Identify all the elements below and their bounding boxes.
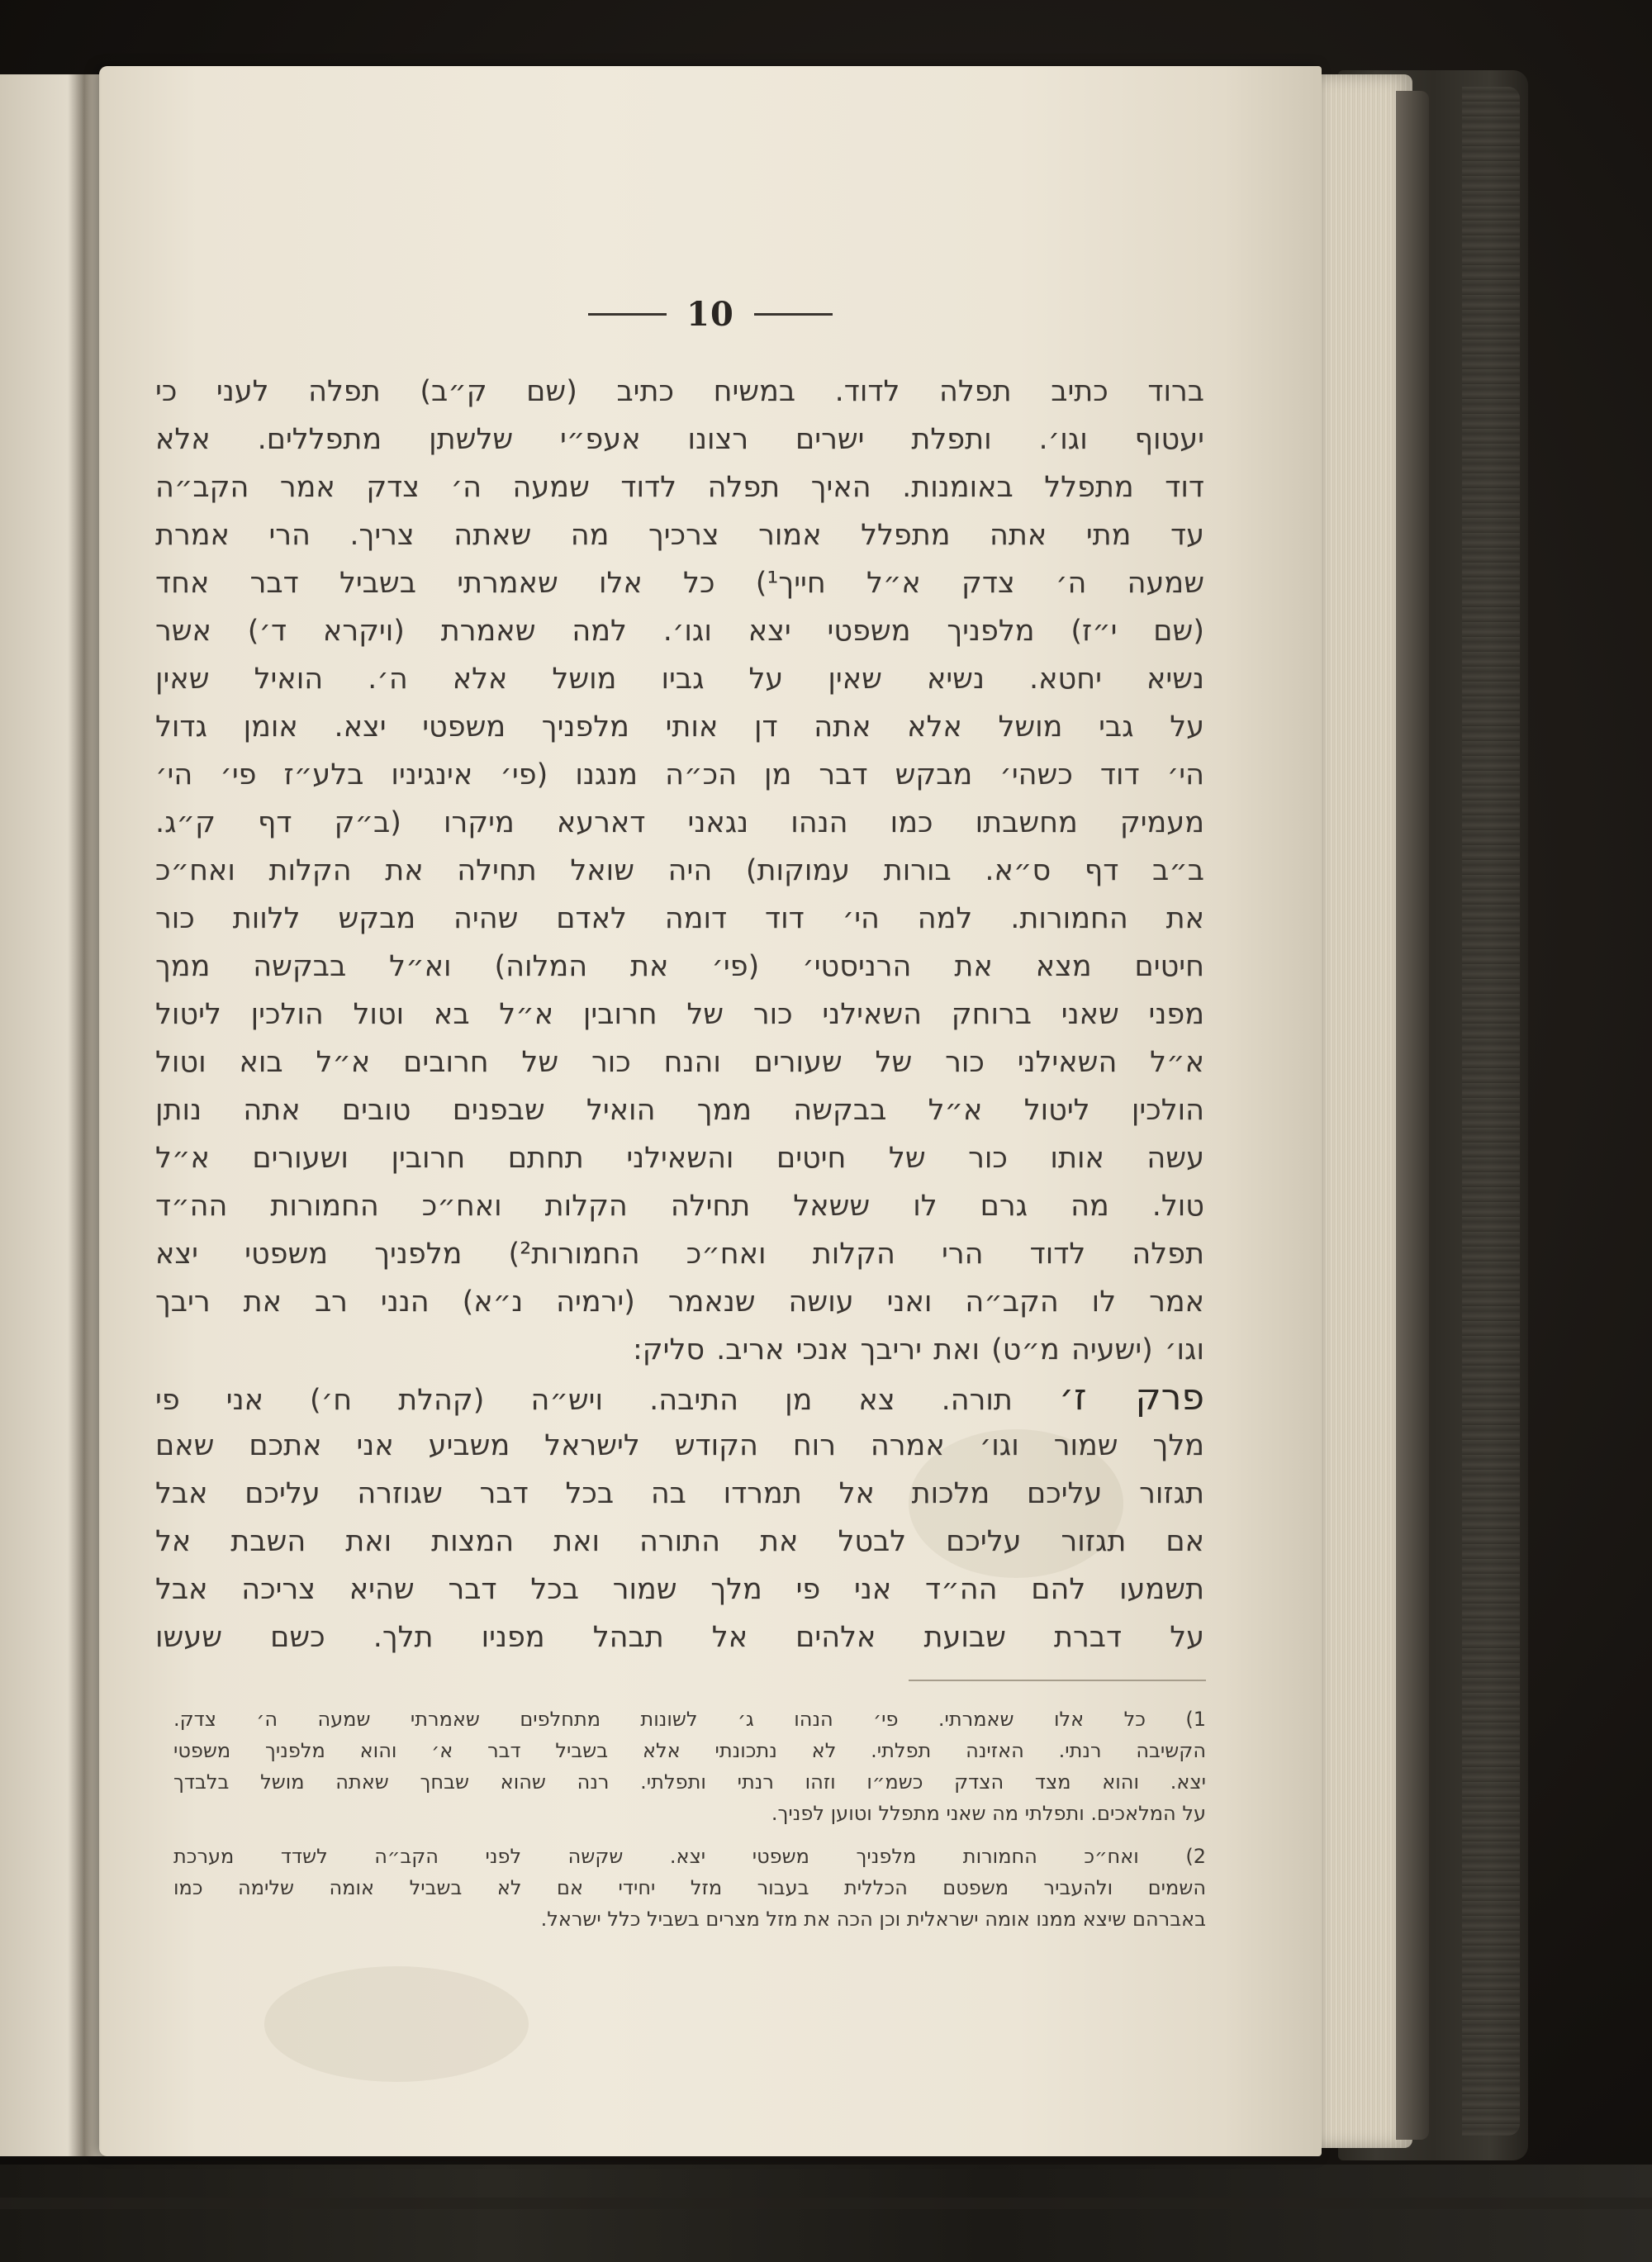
footnote-2-line: באברהם שיצא ממנו אומה ישראלית וכן הכה את מזל מצרים בשביל כלל ישראל.	[540, 1908, 1206, 1931]
text-line: מפני שאני ברוחק השאילני כור של חרובין א״ל בא וטול הולכין ליטול	[155, 998, 1204, 1031]
folio-rule-left	[588, 313, 667, 316]
text-line: וגו׳ (ישעיה מ״ט) ואת יריבך אנכי אריב. סליק:	[633, 1333, 1204, 1366]
book-gutter	[68, 74, 101, 2156]
text-line: א״ל השאילני כור של שעורים והנח כור של חרובים א״ל בוא וטול	[155, 1046, 1204, 1079]
footnote-separator	[909, 1680, 1206, 1681]
footnotes	[173, 1704, 1206, 1935]
text-line: דוד מתפלל באומנות. האיך תפלה לדוד שמעה ה׳ צדק אמר הקב״ה	[155, 471, 1204, 504]
text-line: הולכין ליטול א״ל בבקשה ממך הואיל שבפנים טובים אתה נותן	[155, 1094, 1204, 1127]
text-line: מלך שמור וגו׳ אמרה רוח הקודש לישראל משביע אני אתכם שאם	[155, 1429, 1204, 1462]
footnote-2-line: השמים ולהעביר משפטם הכללית בעבור מזל יחידי אם לא בשביל אומה שלימה כמו	[173, 1876, 1206, 1899]
text-line: אמר לו הקב״ה ואני עושה שנאמר (ירמיה נ״א) הנני רב את ריבך	[155, 1285, 1204, 1319]
text-line: תפלה לדוד הרי הקלות ואח״כ החמורות²) מלפניך משפטי יצא	[155, 1238, 1204, 1271]
footnote-1-line: 1) כל אלו שאמרתי. פי׳ הנהו ג׳ לשונות מתחלפים שאמרתי שמעה ה׳ צדק.	[173, 1708, 1206, 1731]
text-line: אם תגזור עליכם לבטל את התורה ואת המצות ואת השבת אל	[155, 1525, 1204, 1558]
text-line: ב״ב דף ס״א. בורות עמוקות) היה שואל תחילה את הקלות ואח״כ	[155, 854, 1204, 887]
page-number: 10	[686, 294, 734, 334]
folio-rule-right	[754, 313, 833, 316]
text-line: ברוד כתיב תפלה לדוד. במשיח כתיב (שם ק״ב) תפלה לעני כי	[155, 375, 1204, 408]
text-line: תשמעו להם הה״ד אני פי מלך שמור בכל דבר שהיא צריכה אבל	[155, 1573, 1204, 1606]
text-line: הי׳ דוד כשהי׳ מבקש דבר מן הכ״ה מנגנו (פי׳ אינגיניו בלע״ז פי׳ הי׳	[155, 758, 1204, 791]
page-stack-shadow	[1396, 91, 1429, 2140]
recto-page	[99, 66, 1322, 2156]
footnote-2-line: 2) ואח״כ החמורות מלפניך משפטי יצא. שקשה לפני הקב״ה לשדד מערכת	[173, 1845, 1206, 1868]
chapter-first-line-text: תורה. צא מן התיבה. ויש״ה (קהלת ח׳) אני פי	[155, 1384, 1013, 1417]
text-line: על גבי מושל אלא אתה דן אותי מלפניך משפטי יצא. אומן גדול	[155, 710, 1204, 744]
footnote-1-line: יצא. והוא מצד הצדק כשמ״ו וזהו רנתי ותפלתי. רנה שהוא שבחך שאתה מושל בלבדך	[173, 1770, 1206, 1794]
text-line: עשה אותו כור של חיטים והשאילני תחתם חרובין ושעורים א״ל	[155, 1142, 1204, 1175]
text-line: (שם י״ז) מלפניך משפטי יצא וגו׳. למה שאמרת (ויקרא ד׳) אשר	[155, 615, 1204, 648]
text-line: חיטים מצא את הרניסטי׳ (פי׳ את המלוה) וא״ל בבקשה ממך	[155, 950, 1204, 983]
table-surface	[0, 2165, 1652, 2262]
main-text-block	[155, 368, 1204, 1661]
text-line: עד מתי אתה מתפלל אמור צרכיך מה שאתה צריך. הרי אמרת	[155, 519, 1204, 552]
text-line: על דברת שבועת אלהים אל תבהל מפניו תלך. כשם שעשו	[155, 1621, 1204, 1654]
footnote-gap	[173, 1829, 1206, 1841]
footnote-1-line: הקשיבה רנתי. האזינה תפלתי. לא נתכונתי אלא בשביל דבר א׳ והוא מלפניך משפטי	[173, 1739, 1206, 1762]
text-line: נשיא יחטא. נשיא שאין על גביו מושל אלא ה׳. הואיל שאין	[155, 663, 1204, 696]
text-line: מעמיק מחשבתו כמו הנהו נגאני דארעא מיקרו (ב״ק דף ק״ג.	[155, 806, 1204, 839]
chapter-first-line	[155, 1374, 1204, 1422]
paper-stain	[264, 1966, 529, 2082]
text-line: תגזור עליכם מלכות אל תמרדו בה בכל דבר שגוזרה עליכם אבל	[155, 1477, 1204, 1510]
footnote-1-line: על המלאכים. ותפלתי מה שאני מתפלל וטוען לפניך.	[771, 1802, 1206, 1825]
text-line: את החמורות. למה הי׳ דוד דומה לאדם שהיה מבקש ללוות כור	[155, 902, 1204, 935]
page-header	[99, 289, 1322, 339]
chapter-heading: פרק ז׳	[1059, 1376, 1204, 1419]
text-line: שמעה ה׳ צדק א״ל חייך¹) כל אלו שאמרתי בשביל דבר אחד	[155, 567, 1204, 600]
text-line: טול. מה גרם לו ששאל תחילה הקלות ואח״כ החמורות הה״ד	[155, 1190, 1204, 1223]
text-line: יעטוף וגו׳. ותפלת ישרים רצונו אעפ״י שלשתן מתפללים. אלא	[155, 423, 1204, 456]
